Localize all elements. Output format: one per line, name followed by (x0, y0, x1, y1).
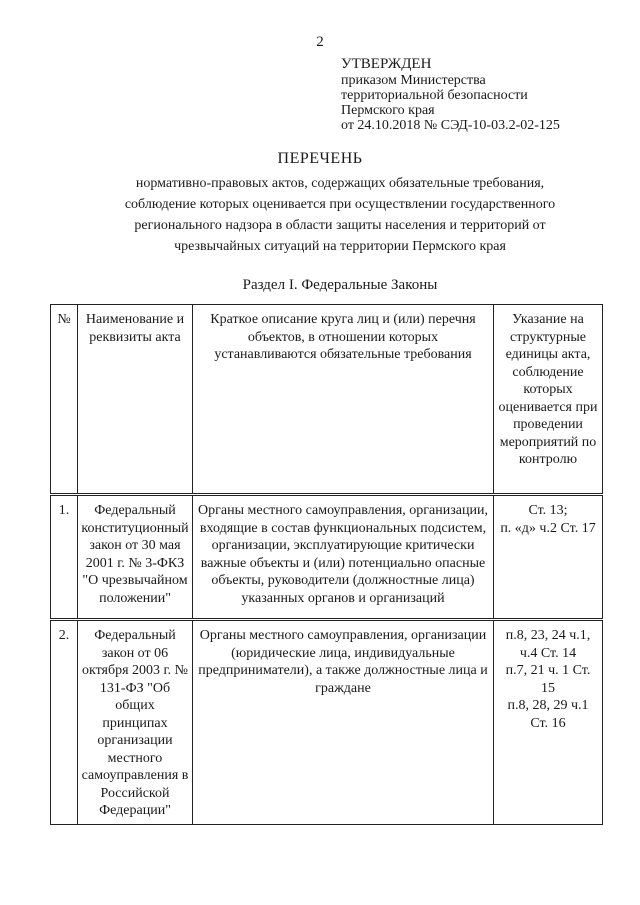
subtitle-line: регионального надзора в области защиты населения и территорий от (134, 218, 546, 233)
table-row (51, 495, 603, 620)
document-subtitle (90, 173, 590, 257)
approval-line: приказом Министерства (341, 73, 486, 88)
units-line: Ст. 13; (528, 503, 568, 518)
header-description: Краткое описание круга лиц и (или) перечня объектов, в отношении которых устанавливаются обязательные требования (193, 305, 494, 495)
subtitle-line: чрезвычайных ситуаций на территории Пермского края (174, 239, 506, 254)
table-header-row (51, 305, 603, 495)
row-number: 1. (51, 495, 78, 620)
section-title: Раздел I. Федеральные Законы (242, 277, 438, 293)
subtitle-line: нормативно-правовых актов, содержащих обязательные требования, (135, 176, 545, 191)
header-number: № (51, 305, 78, 495)
row-description: Органы местного самоуправления, организации (юридические лица, индивидуальные предприниматели), а также должностные лица и граждане (193, 620, 494, 825)
header-structural-units: Указание на структурные единицы акта, соблюдение которых оценивается при проведении мероприятий по контролю (494, 305, 603, 495)
page-number: 2 (316, 34, 324, 50)
units-line: п.7, 21 ч. 1 Ст. 15 (505, 663, 591, 696)
row-act-name: Федеральный закон от 06 октября 2003 г. № 131-ФЗ "Об общих принципах организации местного самоуправления в Российской Федерации" (78, 620, 193, 825)
row-number: 2. (51, 620, 78, 825)
approval-line: территориальной безопасности (341, 88, 528, 103)
units-line: п.8, 28, 29 ч.1 Ст. 16 (507, 698, 589, 731)
row-structural-units (494, 620, 603, 825)
header-act-name: Наименование и реквизиты акта (78, 305, 193, 495)
row-description: Органы местного самоуправления, организации, входящие в состав функциональных подсистем, организации, эксплуатирующие критически важные объекты и (или) потенциально опасные объекты, руководители (должностные лица) указанных органов и организаций (193, 495, 494, 620)
row-act-name: Федеральный конституционный закон от 30 мая 2001 г. № 3-ФКЗ "О чрезвычайном положении" (78, 495, 193, 620)
units-line: п.8, 23, 24 ч.1, ч.4 Ст. 14 (505, 628, 591, 661)
approval-date-number: от 24.10.2018 № СЭД-10-03.2-02-125 (341, 118, 560, 133)
approval-heading: УТВЕРЖДЕН (341, 56, 432, 72)
acts-table (50, 304, 603, 825)
subtitle-line: соблюдение которых оценивается при осуществлении государственного (124, 197, 556, 212)
units-line: п. «д» ч.2 Ст. 17 (500, 520, 596, 536)
table-row (51, 620, 603, 825)
row-structural-units (494, 495, 603, 620)
document-title: ПЕРЕЧЕНЬ (277, 150, 363, 167)
approval-stamp (341, 56, 560, 133)
approval-line: Пермского края (341, 103, 435, 118)
